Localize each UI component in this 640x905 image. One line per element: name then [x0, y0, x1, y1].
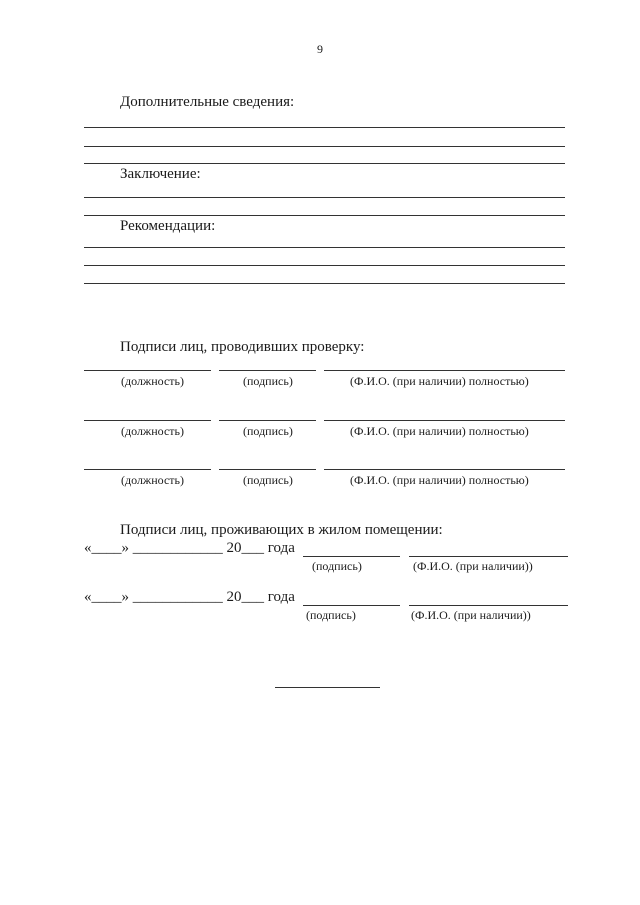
- date-line: «____» ____________ 20___ года: [84, 540, 295, 556]
- heading-recommendations: Рекомендации:: [120, 218, 216, 234]
- signature-caption: (подпись): [243, 424, 293, 438]
- page-number: 9: [317, 42, 323, 56]
- fill-line: [84, 197, 565, 198]
- signature-line: [219, 370, 316, 371]
- position-line: [84, 469, 211, 470]
- fullname-line: [409, 556, 568, 557]
- fullname-caption: (Ф.И.О. (при наличии) полностью): [350, 374, 529, 388]
- signature-line: [303, 556, 400, 557]
- signature-caption: (подпись): [312, 559, 362, 573]
- position-line: [84, 420, 211, 421]
- fullname-line: [324, 420, 565, 421]
- heading-additional-info: Дополнительные сведения:: [120, 94, 295, 110]
- signature-caption: (подпись): [306, 608, 356, 622]
- signature-line: [219, 469, 316, 470]
- heading-conclusion: Заключение:: [120, 166, 201, 182]
- fullname-caption: (Ф.И.О. (при наличии)): [411, 608, 531, 622]
- fullname-caption: (Ф.И.О. (при наличии) полностью): [350, 424, 529, 438]
- fullname-line: [324, 370, 565, 371]
- date-line: «____» ____________ 20___ года: [84, 589, 295, 605]
- signature-line: [303, 605, 400, 606]
- fullname-line: [409, 605, 568, 606]
- fullname-line: [324, 469, 565, 470]
- fill-line: [84, 265, 565, 266]
- signature-caption: (подпись): [243, 374, 293, 388]
- fullname-caption: (Ф.И.О. (при наличии) полностью): [350, 473, 529, 487]
- signature-caption: (подпись): [243, 473, 293, 487]
- closing-rule: [275, 687, 380, 688]
- fill-line: [84, 127, 565, 128]
- fill-line: [84, 283, 565, 284]
- fullname-caption: (Ф.И.О. (при наличии)): [413, 559, 533, 573]
- fill-line: [84, 146, 565, 147]
- fill-line: [84, 163, 565, 164]
- heading-inspectors-signatures: Подписи лиц, проводивших проверку:: [120, 339, 365, 355]
- signature-line: [219, 420, 316, 421]
- position-caption: (должность): [121, 473, 184, 487]
- position-caption: (должность): [121, 374, 184, 388]
- position-line: [84, 370, 211, 371]
- position-caption: (должность): [121, 424, 184, 438]
- heading-residents-signatures: Подписи лиц, проживающих в жилом помещении:: [120, 522, 443, 538]
- fill-line: [84, 215, 565, 216]
- fill-line: [84, 247, 565, 248]
